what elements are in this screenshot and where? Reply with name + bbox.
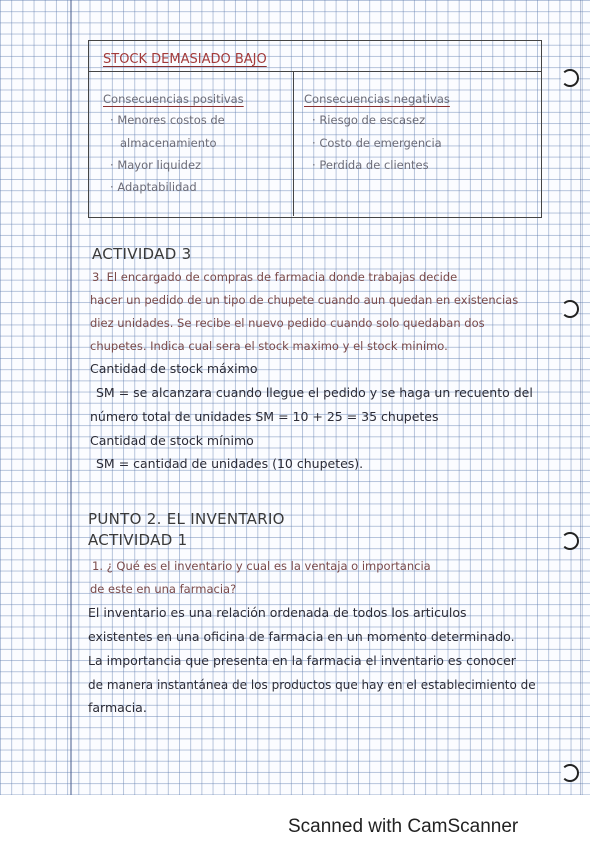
box-title: STOCK DEMASIADO BAJO: [103, 52, 267, 67]
min-stock-heading: Cantidad de stock mínimo: [90, 433, 254, 448]
negative-heading: Consecuencias negativas: [304, 92, 450, 106]
section-title: PUNTO 2. EL INVENTARIO: [88, 510, 285, 528]
activity-1-title: ACTIVIDAD 1: [88, 531, 188, 549]
negative-item: · Perdida de clientes: [312, 158, 429, 172]
activity-3-title: ACTIVIDAD 3: [92, 245, 192, 263]
positive-item-cont: almacenamiento: [120, 136, 217, 150]
positive-item: · Menores costos de: [110, 113, 225, 127]
answer-line: El inventario es una relación ordenada de todos los articulos: [88, 605, 467, 620]
box-divider-horizontal: [88, 71, 541, 72]
negative-item: · Costo de emergencia: [312, 136, 442, 150]
binder-hole-icon: [561, 69, 579, 87]
activity-3-line: hacer un pedido de un tipo de chupete cuando aun quedan en existencias: [90, 293, 519, 307]
question-line: 1. ¿ Qué es el inventario y cual es la ventaja o importancia: [92, 559, 431, 573]
negative-item: · Riesgo de escasez: [312, 113, 426, 127]
answer-line: La importancia que presenta en la farmacia el inventario es conocer: [88, 653, 516, 668]
answer-line: farmacia.: [88, 700, 147, 715]
answer-line: de manera instantánea de los productos que hay en el establecimiento de: [88, 678, 536, 692]
answer-line: existentes en una oficina de farmacia en un momento determinado.: [88, 629, 515, 644]
box-divider-vertical: [293, 72, 294, 216]
binder-hole-icon: [561, 300, 579, 318]
binder-hole-icon: [561, 764, 579, 782]
activity-3-line: chupetes. Indica cual sera el stock maximo y el stock minimo.: [90, 339, 448, 353]
positive-item: · Mayor liquidez: [110, 158, 202, 172]
activity-3-line: 3. El encargado de compras de farmacia donde trabajas decide: [92, 270, 458, 284]
question-line: de este en una farmacia?: [90, 582, 237, 596]
activity-3-line: diez unidades. Se recibe el nuevo pedido cuando solo quedaban dos: [90, 316, 485, 330]
max-stock-line: SM = se alcanzara cuando llegue el pedido y se haga un recuento del: [96, 385, 533, 400]
positive-item: · Adaptabilidad: [110, 180, 197, 194]
max-stock-line: número total de unidades SM = 10 + 25 = 35 chupetes: [90, 409, 439, 424]
margin-line: [70, 0, 72, 795]
page-edge-line: [580, 0, 581, 795]
scanner-watermark: Scanned with CamScanner: [288, 816, 519, 837]
min-stock-line: SM = cantidad de unidades (10 chupetes).: [96, 456, 364, 471]
positive-heading: Consecuencias positivas: [103, 92, 244, 106]
binder-hole-icon: [561, 532, 579, 550]
max-stock-heading: Cantidad de stock máximo: [90, 361, 258, 376]
